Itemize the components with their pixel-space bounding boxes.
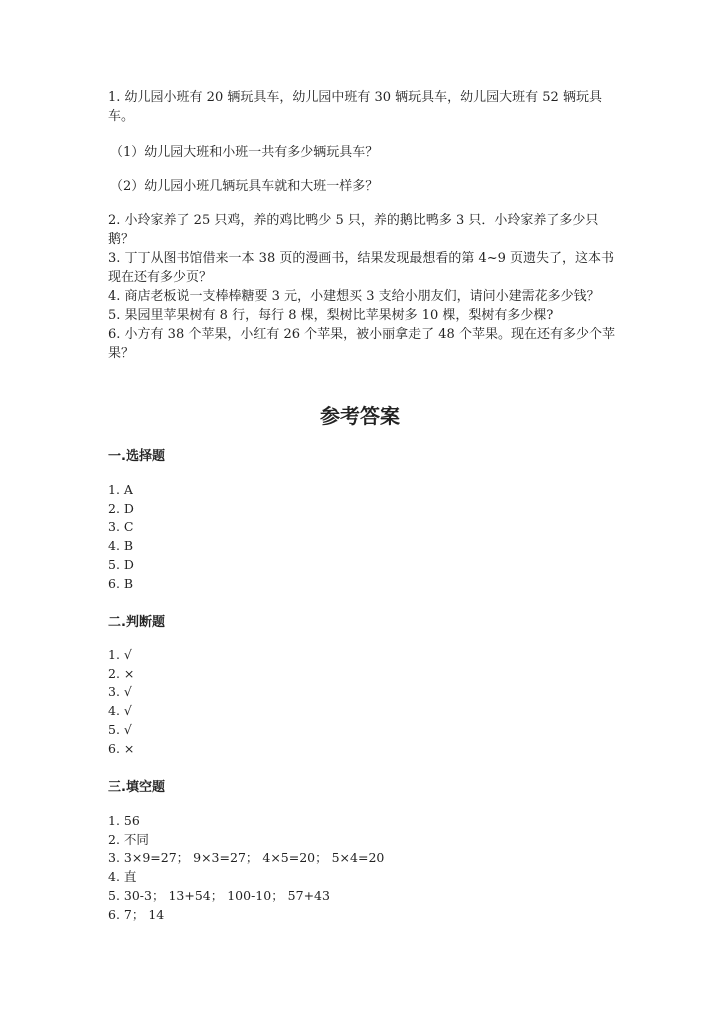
answer-item: 2. 不同 <box>108 831 149 847</box>
answer-item: 4. √ <box>108 703 132 719</box>
answers-title: 参考答案 <box>320 404 400 428</box>
answer-item: 2. × <box>108 665 135 681</box>
question-5: 5. 果园里苹果树有 8 行，每行 8 棵，梨树比苹果树多 10 棵，梨树有多少棵? <box>108 308 554 323</box>
answer-item: 6. 7； 14 <box>108 906 165 922</box>
question-1 <box>108 88 618 126</box>
section-heading-judgement: 二.判断题 <box>108 615 165 630</box>
answer-item: 3. C <box>108 519 134 535</box>
question-6: 6. 小方有 38 个苹果，小红有 26 个苹果，被小丽拿走了 48 个苹果。现在还有多少个苹果？ <box>108 327 615 361</box>
answer-item: 1. √ <box>108 647 132 662</box>
question-2: 2. 小玲家养了 25 只鸡，养的鸡比鸭少 5 只，养的鹅比鸭多 3 只．小玲家养了多少只鹅？ <box>108 213 599 247</box>
answer-list-fill-blank <box>108 812 384 924</box>
answer-item: 5. D <box>108 556 134 572</box>
answer-list-judgement <box>108 646 134 758</box>
question-3: 3. 丁丁从图书馆借来一本 38 页的漫画书，结果发现最想看的第 4~9 页遗失了，这本书现在还有多少页？ <box>108 251 615 285</box>
questions-list <box>108 211 618 363</box>
answer-item: 5. 30-3； 13+54； 100-10； 57+43 <box>108 887 330 903</box>
answer-item: 2. D <box>108 500 134 516</box>
answer-item: 6. × <box>108 740 135 756</box>
section-heading-choice: 一.选择题 <box>108 449 165 464</box>
section-heading-fill-blank: 三.填空题 <box>108 780 165 795</box>
answer-item: 4. B <box>108 538 134 554</box>
question-1-part-2 <box>110 177 620 196</box>
answer-item: 6. B <box>108 575 134 591</box>
answer-item: 1. 56 <box>108 813 140 828</box>
question-4: 4. 商店老板说一支棒棒糖要 3 元，小建想买 3 支给小朋友们，请问小建需花多少钱？ <box>108 289 600 304</box>
answer-item: 5. √ <box>108 721 132 737</box>
question-1-text: 1. 幼儿园小班有 20 辆玩具车，幼儿园中班有 30 辆玩具车，幼儿园大班有 52 辆玩具车。 <box>108 90 602 124</box>
answer-item: 1. A <box>108 482 133 497</box>
question-1-part-2-text: （2）幼儿园小班几辆玩具车就和大班一样多？ <box>110 179 379 194</box>
question-1-part-1-text: （1）幼儿园大班和小班一共有多少辆玩具车？ <box>110 145 379 160</box>
question-1-part-1 <box>110 143 620 162</box>
answer-item: 3. 3×9=27； 9×3=27； 4×5=20； 5×4=20 <box>108 850 385 866</box>
answer-item: 4. 直 <box>108 869 137 885</box>
answer-item: 3. √ <box>108 684 132 700</box>
answer-list-choice <box>108 481 134 593</box>
